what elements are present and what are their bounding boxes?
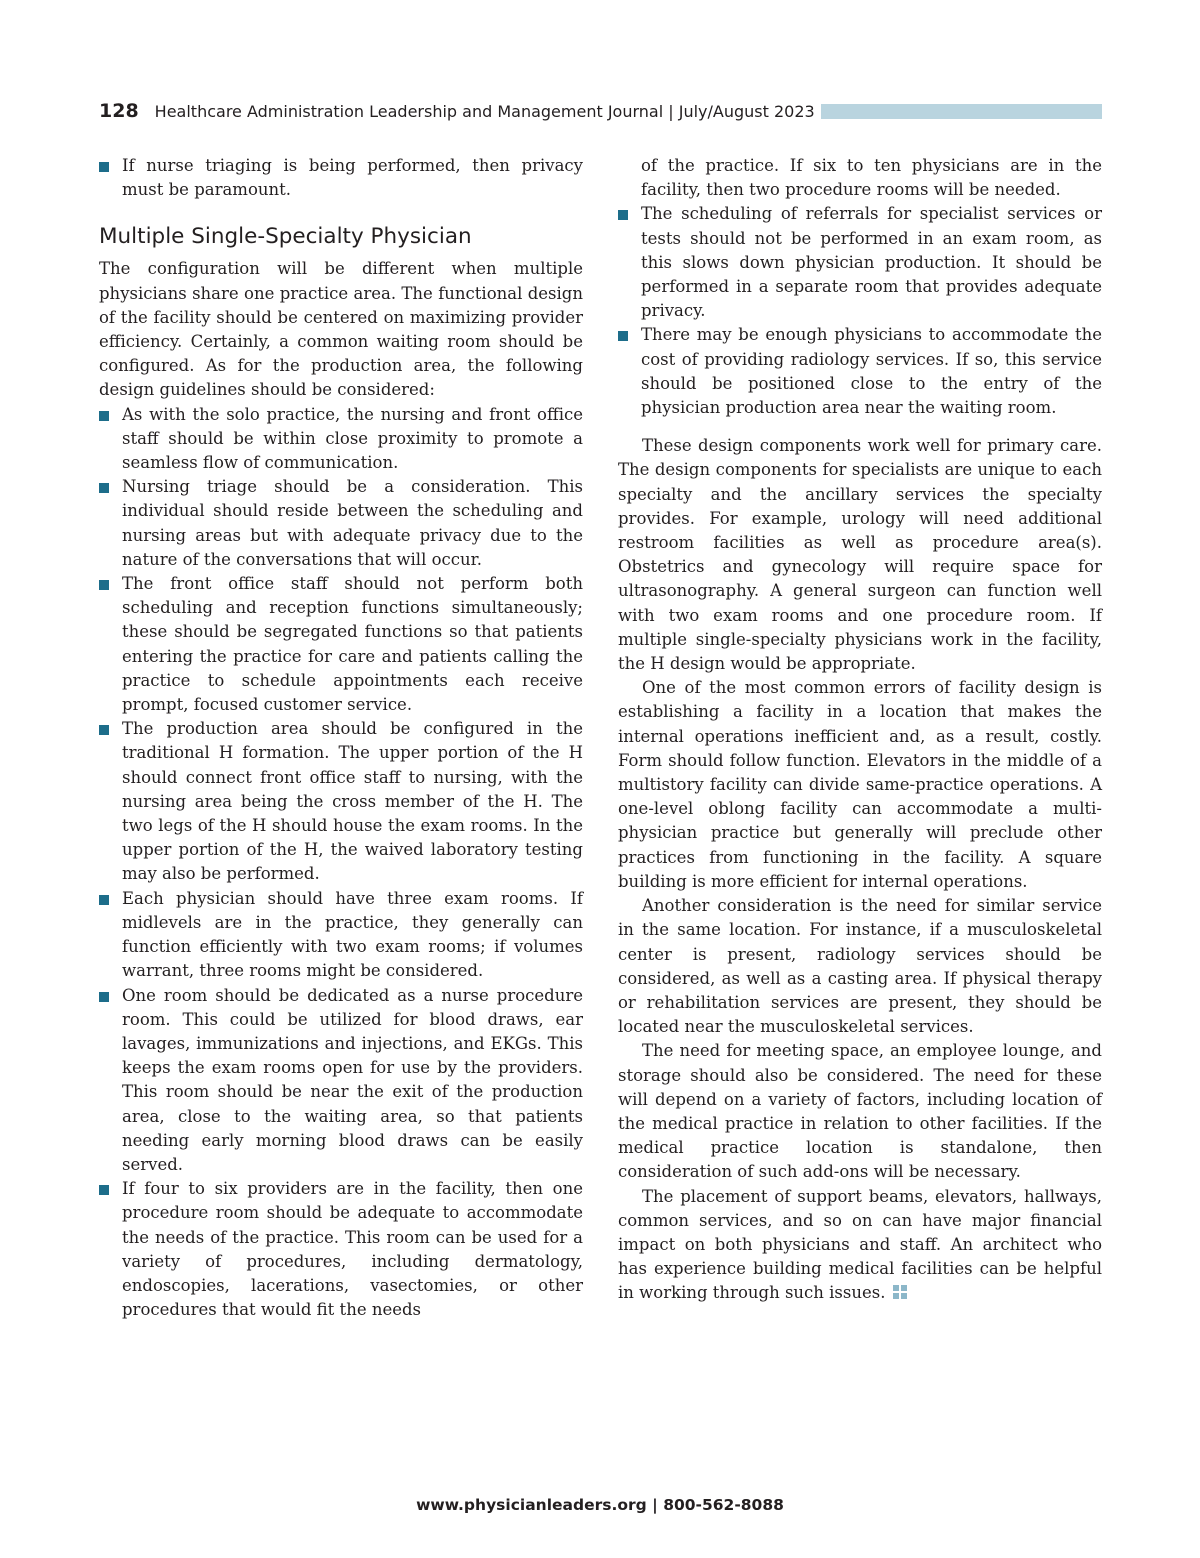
list-item: As with the solo practice, the nursing and front office staff should be within close proximity to promote a seamless flow of communication. [99, 403, 583, 476]
square-bullet-icon [99, 725, 109, 735]
square-bullet-icon [99, 411, 109, 421]
square-bullet-icon [99, 162, 109, 172]
intro-paragraph: The configuration will be different when multiple physicians share one practice area. The functional design of the facility should be centered on maximizing provider efficiency. Certainly, a common waiting room should be configured. As for the production area, the following design guidelines should be considered: [99, 259, 583, 400]
square-bullet-icon [618, 331, 628, 341]
list-item: Each physician should have three exam rooms. If midlevels are in the practice, they generally can function efficiently with two exam rooms; if volumes warrant, three rooms might be considered. [99, 887, 583, 984]
list-item: The front office staff should not perform both scheduling and reception functions simultaneously; these should be segregated functions so that patients entering the practice for care and patients calling the practice to schedule appointments each receive prompt, focused customer service. [99, 572, 583, 717]
square-bullet-icon [618, 210, 628, 220]
end-of-article-icon [893, 1285, 908, 1300]
list-item: If four to six providers are in the facility, then one procedure room should be adequate to accommodate the needs of the practice. This room can be used for a variety of procedures, including dermatology, endoscopies, lacerations, vasectomies, or other procedures that would fit the needs [99, 1177, 583, 1322]
section-heading: Multiple Single-Specialty Physician [99, 224, 472, 250]
square-bullet-icon [99, 1185, 109, 1195]
bullet-continuation: of the practice. If six to ten physicians are in the facility, then two procedure rooms will be needed. [641, 156, 1102, 200]
list-item: There may be enough physicians to accommodate the cost of providing radiology services. If so, this service should be positioned close to the entry of the physician production area near the waiting room. [618, 323, 1102, 420]
top-bullet-list [99, 154, 583, 202]
page-number: 128 [99, 100, 139, 122]
closing-paragraph: The placement of support beams, elevators, hallways, common services, and so on can have major financial impact on both physicians and staff. An architect who has experience building medical facilities can be helpful in working through such issues. [618, 1186, 1102, 1303]
square-bullet-icon [99, 992, 109, 1002]
square-bullet-icon [99, 580, 109, 590]
body-paragraph: The need for meeting space, an employee lounge, and storage should also be considered. The need for these will depend on a variety of factors, including location of the medical practice in relation to other facilities. If the medical practice location is standalone, then consideration of such add-ons will be necessary. [618, 1041, 1102, 1182]
footer-contact: www.physicianleaders.org | 800-562-8088 [416, 1496, 784, 1514]
running-header [99, 98, 1102, 124]
journal-title: Healthcare Administration Leadership and Management Journal | July/August 2023 [154, 101, 815, 121]
header-accent-bar [821, 104, 1102, 119]
body-paragraph: One of the most common errors of facility design is establishing a facility in a location that makes the internal operations inefficient and, as a result, costly. Form should follow function. Elevators in the middle of a multistory facility can divide same-practice operations. A one-level oblong facility can accommodate a multi-physician practice but generally will preclude other practices from functioning in the facility. A square building is more efficient for internal operations. [618, 678, 1102, 891]
guidelines-list-continued [618, 202, 1102, 420]
left-column [99, 154, 583, 1322]
list-item: One room should be dedicated as a nurse procedure room. This could be utilized for blood draws, ear lavages, immunizations and injections, and EKGs. This keeps the exam rooms open for use by the providers. This room should be near the exit of the production area, close to the waiting area, so that patients needing early morning blood draws can be easily served. [99, 984, 583, 1178]
list-item: If nurse triaging is being performed, then privacy must be paramount. [99, 154, 583, 202]
list-item: The production area should be configured in the traditional H formation. The upper portion of the H should connect front office staff to nursing, with the nursing area being the cross member of the H. The two legs of the H should house the exam rooms. In the upper portion of the H, the waived laboratory testing may also be performed. [99, 717, 583, 886]
right-column [618, 154, 1102, 1306]
body-paragraph: Another consideration is the need for similar service in the same location. For instance, if a musculoskeletal center is present, radiology services should be considered, as well as a casting area. If physical therapy or rehabilitation services are present, they should be located near the musculoskeletal services. [618, 896, 1102, 1037]
list-item: Nursing triage should be a consideration. This individual should reside between the scheduling and nursing areas but with adequate privacy due to the nature of the conversations that will occur. [99, 475, 583, 572]
guidelines-list [99, 403, 583, 1323]
square-bullet-icon [99, 895, 109, 905]
list-item: The scheduling of referrals for specialist services or tests should not be performed in an exam room, as this slows down physician production. It should be performed in a separate room that provides adequate privacy. [618, 202, 1102, 323]
body-paragraph: These design components work well for primary care. The design components for specialists are unique to each specialty and the ancillary services the specialty provides. For example, urology will need additional restroom facilities as well as procedure area(s). Obstetrics and gynecology will require space for ultrasonography. A general surgeon can function well with two exam rooms and one procedure room. If multiple single-specialty physicians work in the facility, the H design would be appropriate. [618, 436, 1102, 674]
square-bullet-icon [99, 483, 109, 493]
